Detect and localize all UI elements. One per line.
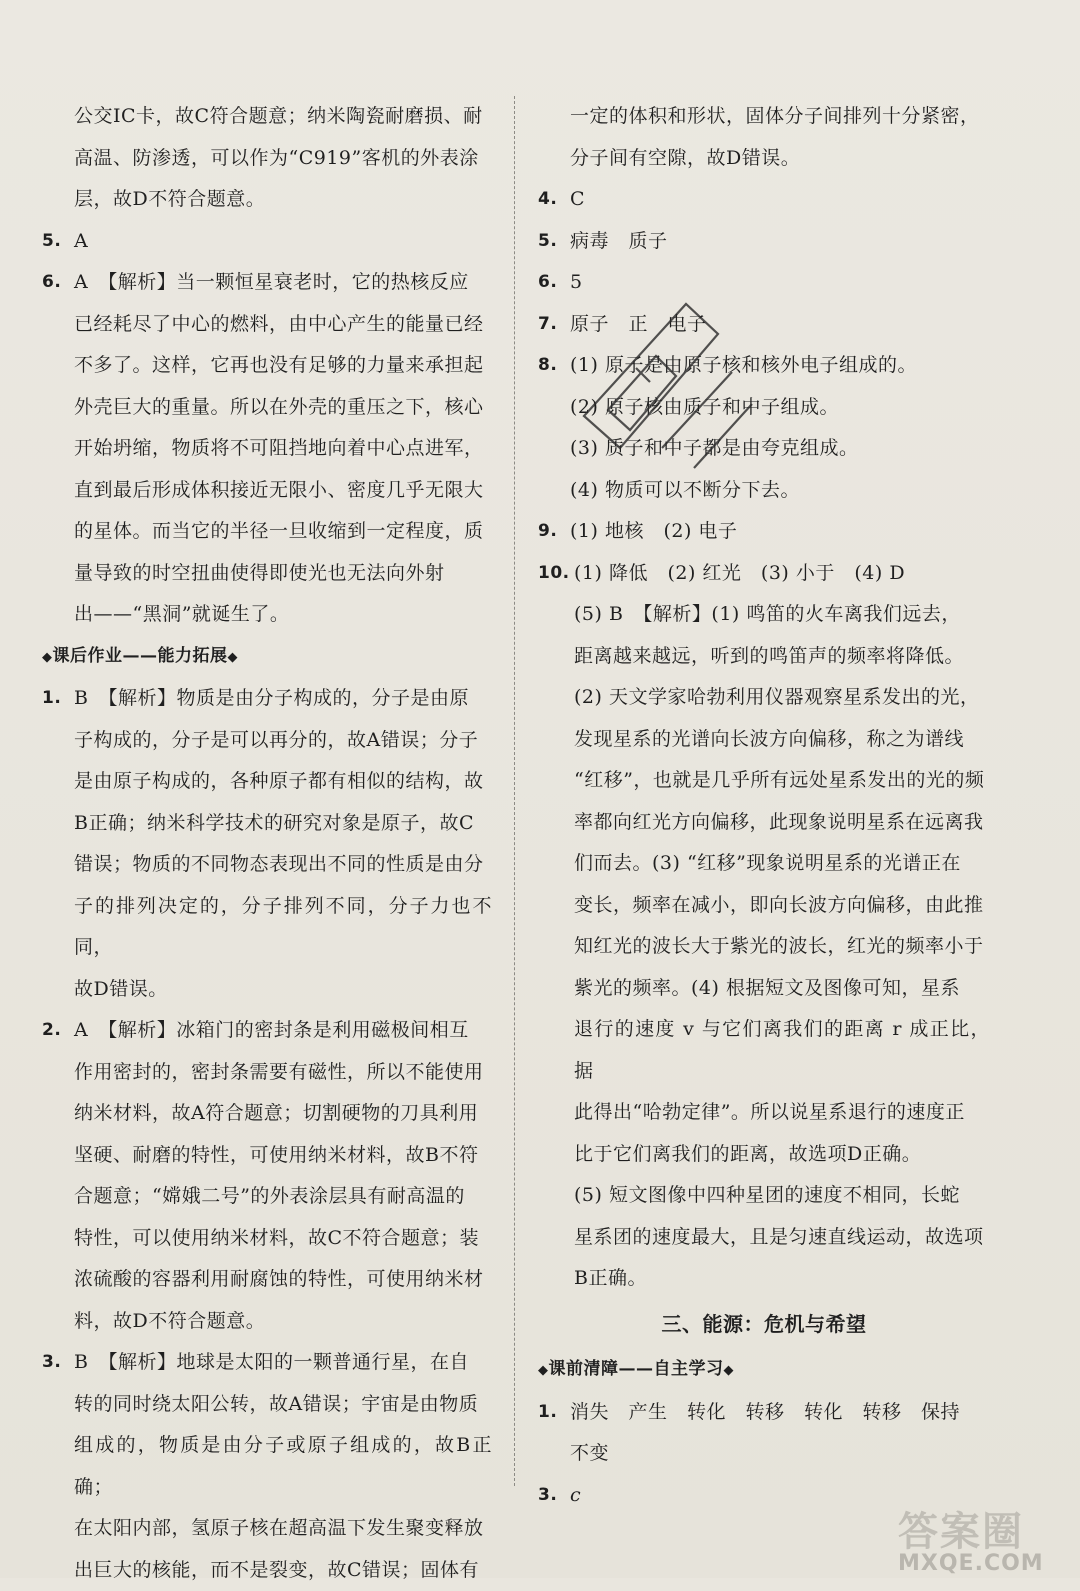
answer-text: A 【解析】当一颗恒星衰老时，它的热核反应 xyxy=(74,262,492,304)
answer-s1 xyxy=(42,678,492,1010)
answer-number: 9. xyxy=(538,511,570,553)
text-line: 子的排列决定的，分子排列不同，分子力也不同， xyxy=(42,886,492,969)
text-line: 作用密封的，密封条需要有磁性，所以不能使用 xyxy=(42,1052,492,1094)
answer-text: (1) 原子是由原子核和核外电子组成的。 xyxy=(570,345,990,387)
answer-text: B 【解析】地球是太阳的一颗普通行星，在自 xyxy=(74,1342,492,1384)
text-line: (3) 质子和中子都是由夸克组成。 xyxy=(538,428,990,470)
section-title: 课前清障——自主学习 xyxy=(549,1359,724,1379)
text-line: 转的同时绕太阳公转，故A错误；宇宙是由物质 xyxy=(42,1384,492,1426)
text-line: 浓硫酸的容器利用耐腐蚀的特性，可使用纳米材 xyxy=(42,1259,492,1301)
answer-text: A xyxy=(74,221,492,263)
answer-number: 5. xyxy=(538,221,570,263)
diamond-icon: ◆ xyxy=(228,650,239,665)
text-line: 不多了。这样，它再也没有足够的力量来承担起 xyxy=(42,345,492,387)
text-line: 紫光的频率。(4) 根据短文及图像可知，星系 xyxy=(538,968,990,1010)
text-line: 星系团的速度最大，且是匀速直线运动，故选项 xyxy=(538,1217,990,1259)
answer-7 xyxy=(538,304,990,346)
diamond-icon: ◆ xyxy=(42,650,53,665)
answer-text: C xyxy=(570,179,990,221)
answer-text: (1) 地核 (2) 电子 xyxy=(570,511,990,553)
text-line: 率都向红光方向偏移，此现象说明星系在远离我 xyxy=(538,802,990,844)
answer-5 xyxy=(42,221,492,263)
answer-number: 10. xyxy=(538,553,574,595)
answer-6 xyxy=(538,262,990,304)
text-line: 层，故D不符合题意。 xyxy=(42,179,492,221)
answer-number: 6. xyxy=(42,262,74,304)
answer-number: 4. xyxy=(538,179,570,221)
answer-text: (1) 降低 (2) 红光 (3) 小于 (4) D xyxy=(574,553,990,595)
text-line: 坚硬、耐磨的特性，可使用纳米材料，故B不符 xyxy=(42,1135,492,1177)
right-intro xyxy=(538,96,990,179)
text-line: 比于它们离我们的距离，故选项D正确。 xyxy=(538,1134,990,1176)
text-line: 知红光的波长大于紫光的波长，红光的频率小于 xyxy=(538,926,990,968)
text-line: 退行的速度 v 与它们离我们的距离 r 成正比，据 xyxy=(538,1009,990,1092)
column-divider xyxy=(514,96,515,1486)
answer-10 xyxy=(538,553,990,1300)
text-line: 故D错误。 xyxy=(42,969,492,1011)
answer-s3 xyxy=(42,1342,492,1591)
answer-text: c xyxy=(570,1475,990,1517)
diamond-icon: ◆ xyxy=(724,1363,735,1378)
answer-number: 1. xyxy=(42,678,74,720)
answer-text: 原子 正 电子 xyxy=(570,304,990,346)
text-line: (4) 物质可以不断分下去。 xyxy=(538,470,990,512)
text-line: (5) B 【解析】(1) 鸣笛的火车离我们远去， xyxy=(538,594,990,636)
section-title: 课后作业——能力拓展 xyxy=(53,646,228,666)
diamond-icon: ◆ xyxy=(538,1363,549,1378)
section-heading xyxy=(538,1349,990,1392)
answer-number: 5. xyxy=(42,221,74,263)
text-line: 量导致的时空扭曲使得即使光也无法向外射 xyxy=(42,553,492,595)
text-line: 一定的体积和形状，固体分子间排列十分紧密， xyxy=(538,96,990,138)
text-line: B正确；纳米科学技术的研究对象是原子，故C xyxy=(42,803,492,845)
text-line: 不变 xyxy=(538,1433,990,1475)
right-column xyxy=(538,96,990,1516)
chapter-title: 三、能源：危机与希望 xyxy=(538,1304,990,1346)
answer-5 xyxy=(538,221,990,263)
text-line: 开始坍缩，物质将不可阻挡地向着中心点进军， xyxy=(42,428,492,470)
text-line: 是由原子构成的，各种原子都有相似的结构，故 xyxy=(42,761,492,803)
answer-text: 消失 产生 转化 转移 转化 转移 保持 xyxy=(570,1392,990,1434)
answer-number: 7. xyxy=(538,304,570,346)
text-line: 发现星系的光谱向长波方向偏移，称之为谱线 xyxy=(538,719,990,761)
answer-number: 1. xyxy=(538,1392,570,1434)
text-line: 错误；物质的不同物态表现出不同的性质是由分 xyxy=(42,844,492,886)
answer-number: 3. xyxy=(42,1342,74,1384)
answer-number: 3. xyxy=(538,1475,570,1517)
text-line: (2) 天文学家哈勃利用仪器观察星系发出的光， xyxy=(538,677,990,719)
answer-9 xyxy=(538,511,990,553)
watermark xyxy=(898,1500,1044,1576)
text-line: “红移”，也就是几乎所有远处星系发出的光的频 xyxy=(538,760,990,802)
text-line: 料，故D不符合题意。 xyxy=(42,1301,492,1343)
answer-p1 xyxy=(538,1392,990,1475)
answer-number: 2. xyxy=(42,1010,74,1052)
left-intro xyxy=(42,96,492,221)
text-line: 合题意；“嫦娥二号”的外表涂层具有耐高温的 xyxy=(42,1176,492,1218)
left-column xyxy=(42,96,492,1591)
text-line: 子构成的，分子是可以再分的，故A错误；分子 xyxy=(42,720,492,762)
text-line: 此得出“哈勃定律”。所以说星系退行的速度正 xyxy=(538,1092,990,1134)
text-line: 分子间有空隙，故D错误。 xyxy=(538,138,990,180)
text-line: 们而去。(3) “红移”现象说明星系的光谱正在 xyxy=(538,843,990,885)
text-line: (5) 短文图像中四种星团的速度不相同，长蛇 xyxy=(538,1175,990,1217)
answer-8 xyxy=(538,345,990,511)
text-line: 纳米材料，故A符合题意；切割硬物的刀具利用 xyxy=(42,1093,492,1135)
text-line: 已经耗尽了中心的燃料，由中心产生的能量已经 xyxy=(42,304,492,346)
answer-6 xyxy=(42,262,492,636)
text-line: 在太阳内部，氢原子核在超高温下发生聚变释放 xyxy=(42,1508,492,1550)
text-line: B正确。 xyxy=(538,1258,990,1300)
answer-text: 5 xyxy=(570,262,990,304)
text-line: 组成的，物质是由分子或原子组成的，故B正确； xyxy=(42,1425,492,1508)
answer-text: 病毒 质子 xyxy=(570,221,990,263)
text-line: 特性，可以使用纳米材料，故C不符合题意；装 xyxy=(42,1218,492,1260)
answer-number: 8. xyxy=(538,345,570,387)
text-line: 的星体。而当它的半径一旦收缩到一定程度，质 xyxy=(42,511,492,553)
section-heading xyxy=(42,636,492,679)
text-line: 公交IC卡，故C符合题意；纳米陶瓷耐磨损、耐 xyxy=(42,96,492,138)
text-line: 距离越来越远，听到的鸣笛声的频率将降低。 xyxy=(538,636,990,678)
text-line: 出巨大的核能，而不是裂变，故C错误；固体有 xyxy=(42,1550,492,1591)
text-line: 高温、防渗透，可以作为“C919”客机的外表涂 xyxy=(42,138,492,180)
answer-text: A 【解析】冰箱门的密封条是利用磁极间相互 xyxy=(74,1010,492,1052)
text-line: 变长，频率在减小，即向长波方向偏移，由此推 xyxy=(538,885,990,927)
answer-4 xyxy=(538,179,990,221)
text-line: (2) 原子核由质子和中子组成。 xyxy=(538,387,990,429)
text-line: 出——“黑洞”就诞生了。 xyxy=(42,594,492,636)
answer-text: B 【解析】物质是由分子构成的，分子是由原 xyxy=(74,678,492,720)
watermark-logo: 答案圈 xyxy=(898,1500,1044,1557)
watermark-url: MXQE.COM xyxy=(898,1551,1044,1576)
answer-s2 xyxy=(42,1010,492,1342)
text-line: 直到最后形成体积接近无限小、密度几乎无限大 xyxy=(42,470,492,512)
answer-number: 6. xyxy=(538,262,570,304)
text-line: 外壳巨大的重量。所以在外壳的重压之下，核心 xyxy=(42,387,492,429)
